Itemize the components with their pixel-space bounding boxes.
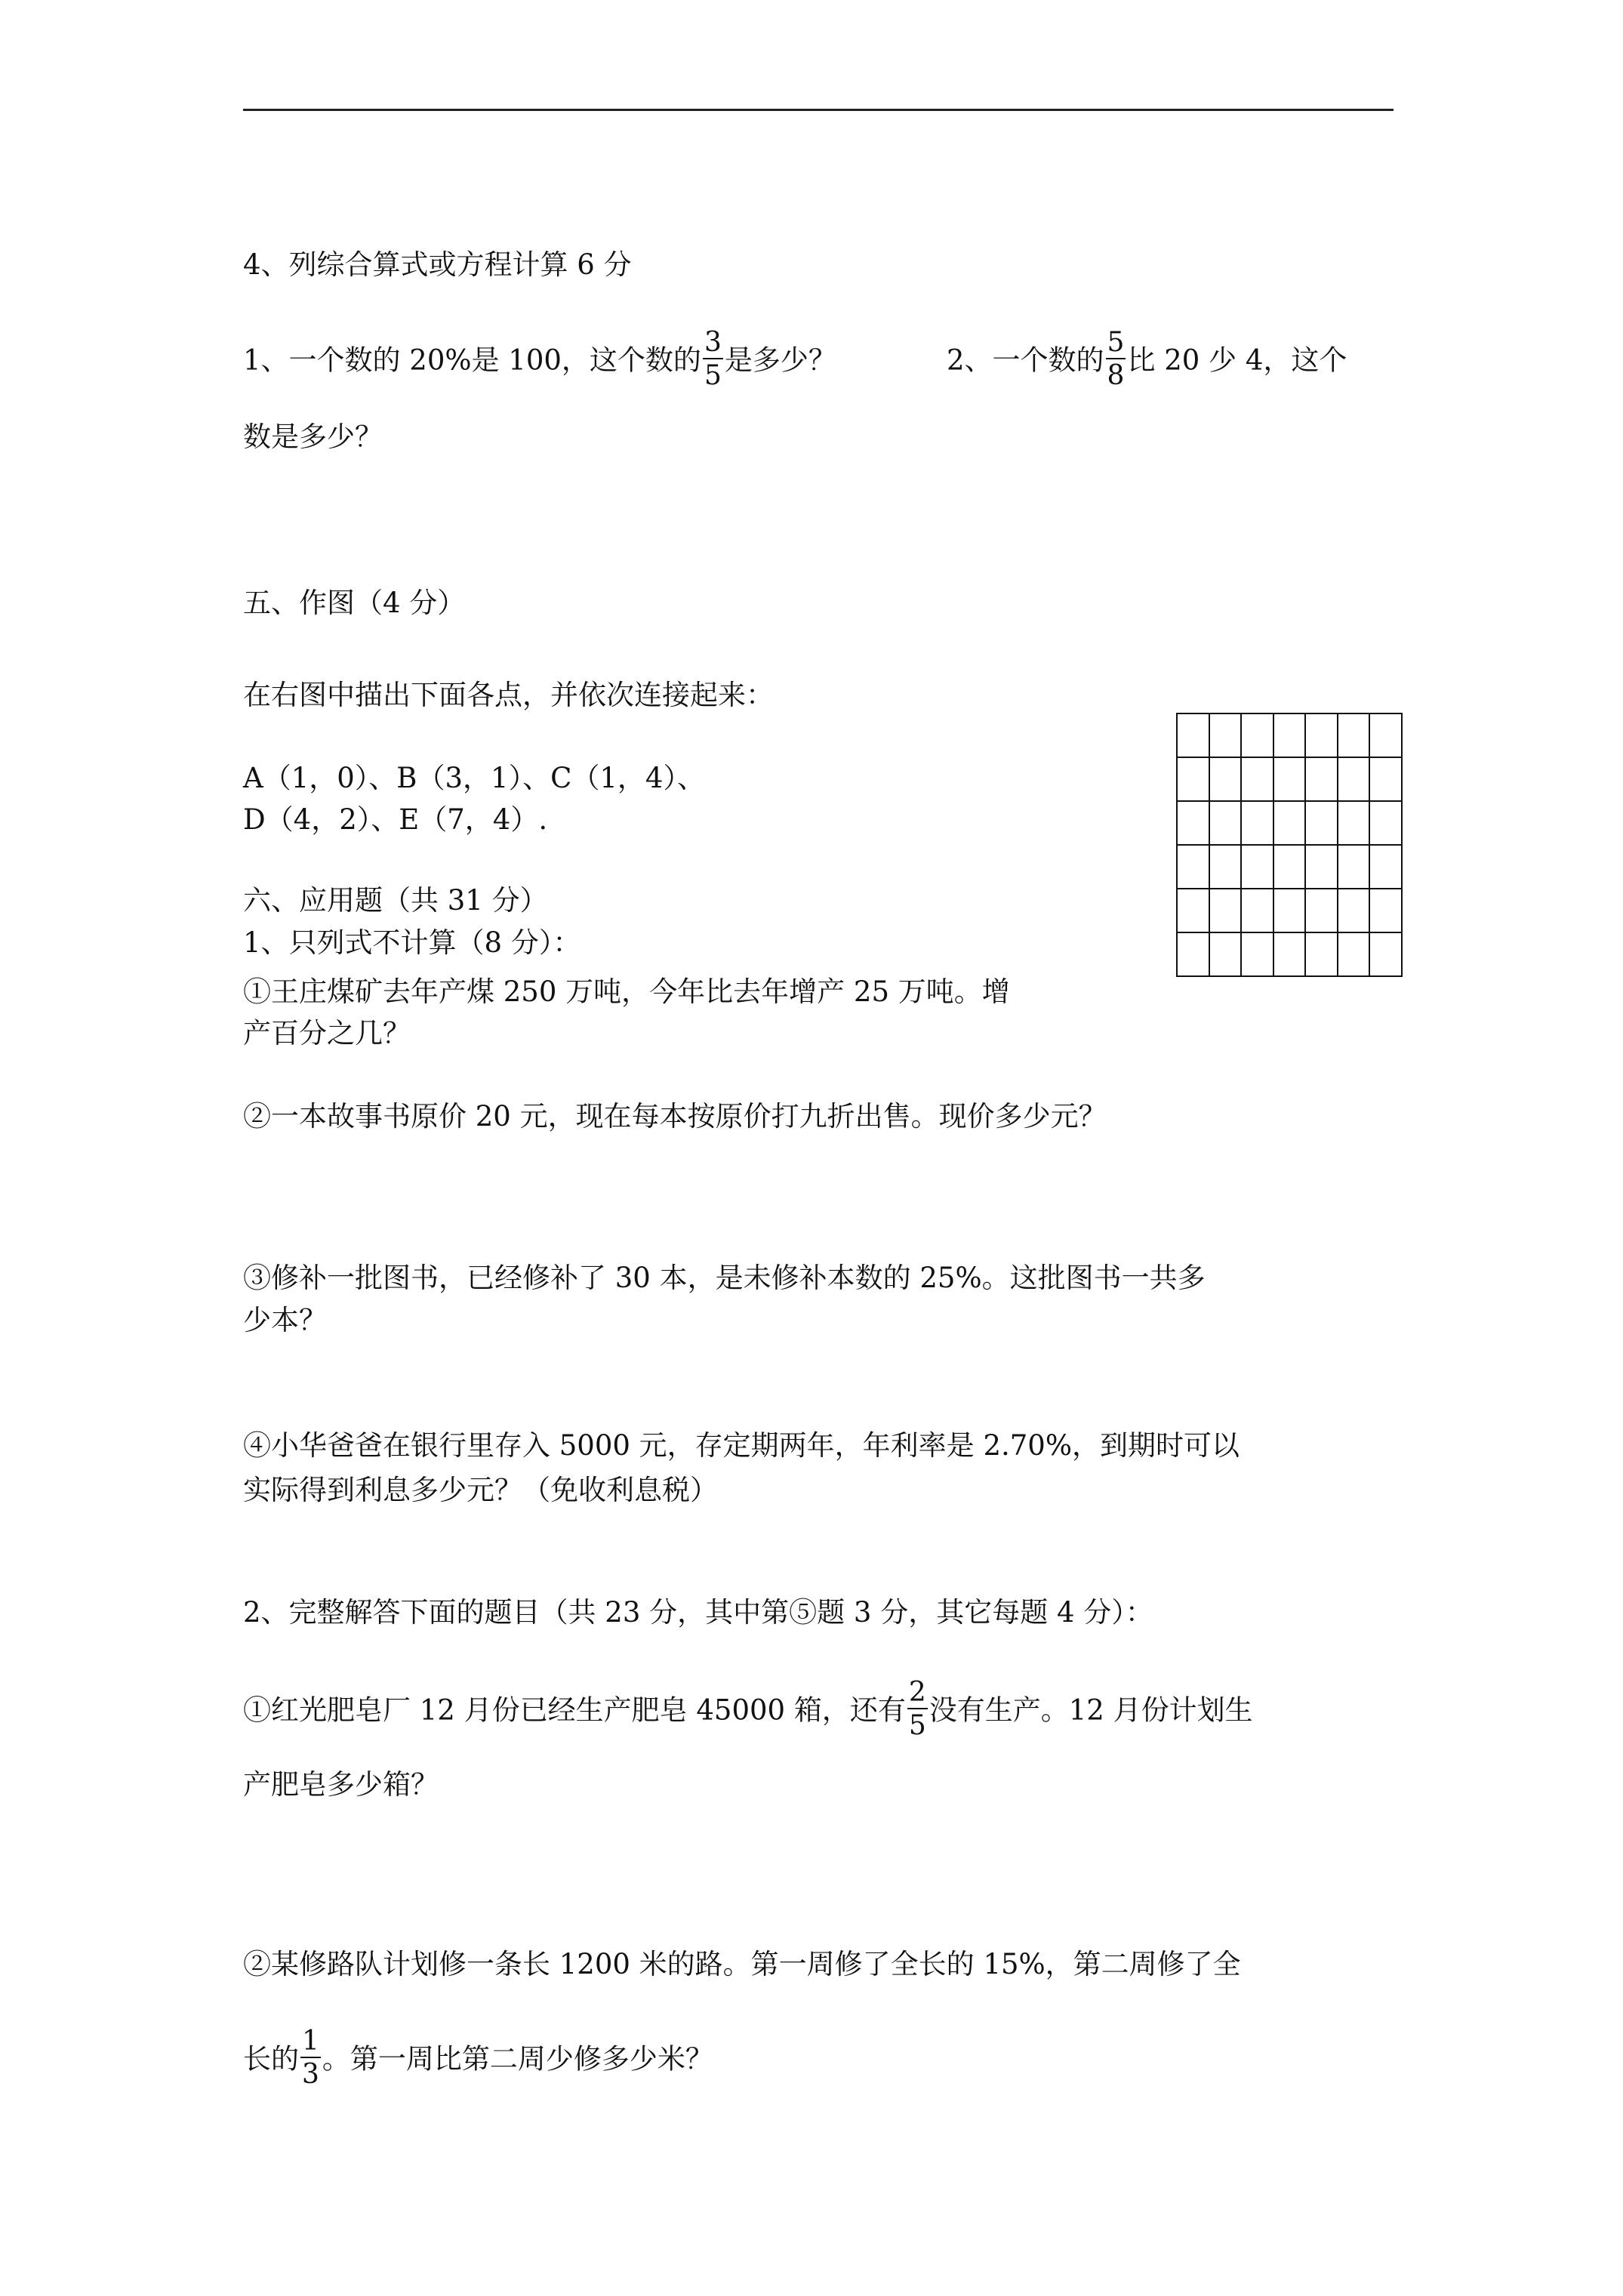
fraction-5-8: $\frac{5}{8}$ bbox=[1107, 327, 1125, 391]
part1-question-1-line2: 产百分之几？ bbox=[243, 1017, 411, 1049]
section4-title: 4、列综合算式或方程计算 6 分 bbox=[243, 248, 632, 281]
part2-question-2-line2 bbox=[243, 2026, 713, 2091]
part2-question-1 bbox=[243, 1677, 1253, 1743]
section6-title: 六、应用题（共 31 分） bbox=[243, 884, 548, 917]
q1-text-post: 是多少？ bbox=[724, 344, 836, 377]
part1-question-2: ②一本故事书原价 20 元，现在每本按原价打九折出售。现价多少元？ bbox=[243, 1100, 1107, 1133]
coordinate-grid bbox=[1176, 713, 1403, 977]
part1-question-4-line1: ④小华爸爸在银行里存入 5000 元，存定期两年，年利率是 2.70%，到期时可以 bbox=[243, 1429, 1240, 1462]
section5-points-line2: D（4，2）、E（7，4）. bbox=[243, 803, 548, 836]
p2-q2-text-pre: 长的 bbox=[243, 2042, 299, 2076]
part1-question-4-line2: 实际得到利息多少元？（免收利息税） bbox=[243, 1474, 718, 1506]
part2-question-1-cont: 产肥皂多少箱？ bbox=[243, 1768, 439, 1801]
p2-q2-text-post: 。第一周比第二周少修多少米？ bbox=[322, 2042, 713, 2076]
header-rule bbox=[243, 109, 1394, 111]
part2-question-2-line1: ②某修路队计划修一条长 1200 米的路。第一周修了全长的 15%，第二周修了全 bbox=[243, 1948, 1241, 1980]
q2-text-pre: 2、一个数的 bbox=[947, 344, 1104, 377]
part1-question-3-line1: ③修补一批图书，已经修补了 30 本，是未修补本数的 25%。这批图书一共多 bbox=[243, 1262, 1206, 1294]
section5-title: 五、作图（4 分） bbox=[243, 587, 466, 619]
section5-points-line1: A（1，0）、B（3，1）、C（1，4）、 bbox=[243, 762, 705, 794]
fraction-3-5: $\frac{3}{5}$ bbox=[704, 327, 722, 391]
p2-q1-text-pre: ①红光肥皂厂 12 月份已经生产肥皂 45000 箱，还有 bbox=[243, 1693, 906, 1727]
section4-question-2-cont: 数是多少？ bbox=[243, 421, 383, 453]
section4-question-1 bbox=[243, 327, 836, 393]
section6-part1-title: 1、只列式不计算（8 分）： bbox=[243, 926, 581, 959]
q2-text-post: 比 20 少 4，这个 bbox=[1127, 344, 1347, 377]
section4-question-2 bbox=[947, 327, 1347, 393]
q1-text-pre: 1、一个数的 20%是 100，这个数的 bbox=[243, 344, 701, 377]
part1-question-1-line1: ①王庄煤矿去年产煤 250 万吨，今年比去年增产 25 万吨。增 bbox=[243, 975, 1010, 1008]
section6-part2-title: 2、完整解答下面的题目（共 23 分，其中第⑤题 3 分，其它每题 4 分）： bbox=[243, 1596, 1153, 1629]
p2-q1-text-post: 没有生产。12 月份计划生 bbox=[929, 1693, 1253, 1727]
part1-question-3-line2: 少本？ bbox=[243, 1304, 327, 1336]
fraction-1-3: $\frac{1}{3}$ bbox=[302, 2026, 319, 2090]
fraction-2-5: $\frac{2}{5}$ bbox=[908, 1677, 926, 1741]
section5-instruction: 在右图中描出下面各点，并依次连接起来： bbox=[243, 679, 774, 711]
